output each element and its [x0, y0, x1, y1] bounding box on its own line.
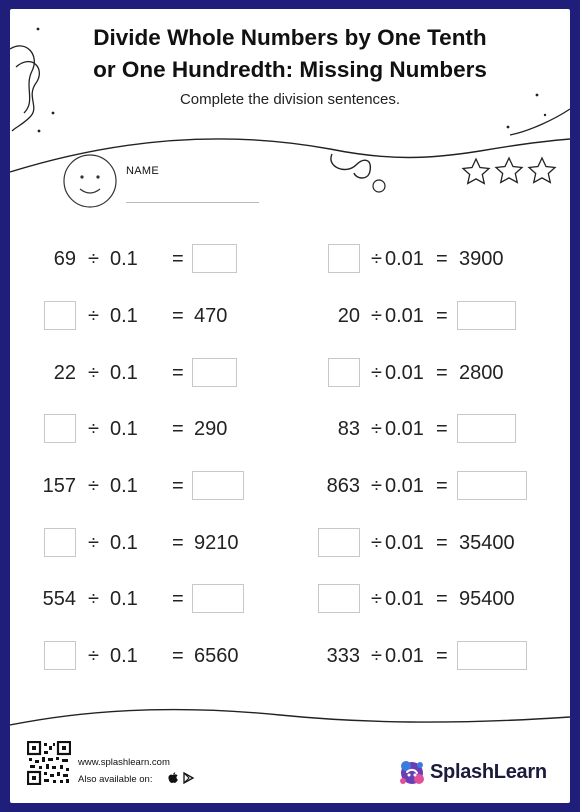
quotient: 6560	[194, 645, 239, 667]
quotient: 470	[194, 305, 228, 327]
divisor: 0.01	[385, 418, 424, 440]
sparkle-icon	[52, 112, 55, 115]
equals-sign: =	[436, 532, 448, 554]
right-problem-row	[10, 303, 570, 329]
equals-sign: =	[172, 475, 184, 497]
play-store-icon	[184, 773, 193, 783]
divisor: 0.01	[385, 305, 424, 327]
equals-sign: =	[436, 645, 448, 667]
equals-sign: =	[436, 588, 448, 610]
dividend-answer-box[interactable]	[328, 244, 360, 273]
store-icons	[168, 772, 196, 784]
splashlearn-logo-icon	[396, 757, 428, 789]
decorations	[10, 9, 570, 803]
right-problem-row	[10, 360, 570, 386]
divide-sign: ÷	[371, 362, 382, 384]
divide-sign: ÷	[88, 475, 99, 497]
bubble-decoration	[373, 180, 385, 192]
sparkle-icon	[38, 130, 41, 133]
brand-name: SplashLearn	[430, 761, 547, 783]
dividend: 333	[326, 645, 360, 667]
divide-sign: ÷	[88, 362, 99, 384]
divide-sign: ÷	[371, 588, 382, 610]
right-problem-row	[10, 643, 570, 669]
divide-sign: ÷	[88, 248, 99, 270]
divisor: 0.01	[385, 362, 424, 384]
divisor: 0.1	[110, 475, 138, 497]
equals-sign: =	[172, 418, 184, 440]
dividend-answer-box[interactable]	[328, 358, 360, 387]
dividend: 157	[42, 475, 76, 497]
equals-sign: =	[436, 362, 448, 384]
divide-sign: ÷	[371, 475, 382, 497]
divisor: 0.01	[385, 645, 424, 667]
quotient: 3900	[459, 248, 504, 270]
dividend-answer-box[interactable]	[318, 528, 360, 557]
apple-icon	[168, 772, 177, 783]
sparkle-icon	[544, 114, 546, 116]
divisor: 0.01	[385, 475, 424, 497]
divisor: 0.1	[110, 362, 138, 384]
dividend: 69	[53, 248, 76, 270]
corner-curve	[510, 109, 570, 135]
equals-sign: =	[436, 475, 448, 497]
divisor: 0.1	[110, 248, 138, 270]
instructions: Complete the division sentences.	[179, 91, 401, 108]
smiley-face-icon	[64, 155, 116, 207]
equals-sign: =	[172, 305, 184, 327]
equals-sign: =	[172, 362, 184, 384]
divisor: 0.1	[110, 418, 138, 440]
title-line-1: Divide Whole Numbers by One Tenth	[93, 25, 487, 50]
worksheet-title	[10, 22, 570, 86]
curl-decoration	[331, 154, 370, 178]
equals-sign: =	[436, 248, 448, 270]
dividend-answer-box[interactable]	[318, 584, 360, 613]
quotient: 2800	[459, 362, 504, 384]
quotient: 9210	[194, 532, 239, 554]
quotient: 290	[194, 418, 228, 440]
right-problem-row	[10, 586, 570, 612]
quotient: 35400	[459, 532, 515, 554]
qr-code-icon	[27, 741, 71, 785]
divide-sign: ÷	[88, 305, 99, 327]
divide-sign: ÷	[88, 418, 99, 440]
equals-sign: =	[172, 532, 184, 554]
divide-sign: ÷	[88, 645, 99, 667]
divide-sign: ÷	[371, 305, 382, 327]
dividend: 863	[326, 475, 360, 497]
title-line-2: or One Hundredth: Missing Numbers	[93, 57, 487, 82]
divide-sign: ÷	[88, 532, 99, 554]
equals-sign: =	[172, 248, 184, 270]
quotient: 95400	[459, 588, 515, 610]
star-rating-icons	[463, 158, 555, 184]
right-problem-row	[10, 416, 570, 442]
divisor: 0.01	[385, 588, 424, 610]
right-problem-row	[10, 246, 570, 272]
name-field[interactable]	[126, 202, 259, 203]
dividend: 554	[42, 588, 76, 610]
divide-sign: ÷	[371, 532, 382, 554]
dividend: 83	[337, 418, 360, 440]
sparkle-icon	[507, 126, 510, 129]
divisor: 0.1	[110, 645, 138, 667]
equals-sign: =	[172, 645, 184, 667]
dividend: 20	[337, 305, 360, 327]
website-link[interactable]: www.splashlearn.com	[78, 757, 170, 768]
divide-sign: ÷	[371, 418, 382, 440]
right-problem-row	[10, 473, 570, 499]
quotient-answer-box[interactable]	[457, 641, 527, 670]
name-label: NAME	[126, 165, 159, 177]
footer-wave	[10, 710, 570, 725]
divisor: 0.01	[385, 532, 424, 554]
equals-sign: =	[172, 588, 184, 610]
equals-sign: =	[436, 305, 448, 327]
dividend: 22	[53, 362, 76, 384]
divisor: 0.01	[385, 248, 424, 270]
divide-sign: ÷	[371, 248, 382, 270]
available-on-label: Also available on:	[78, 774, 153, 785]
divide-sign: ÷	[88, 588, 99, 610]
equals-sign: =	[436, 418, 448, 440]
worksheet	[10, 9, 570, 803]
divisor: 0.1	[110, 532, 138, 554]
quotient-answer-box[interactable]	[457, 414, 516, 443]
divisor: 0.1	[110, 588, 138, 610]
quotient-answer-box[interactable]	[457, 301, 516, 330]
quotient-answer-box[interactable]	[457, 471, 527, 500]
divisor: 0.1	[110, 305, 138, 327]
divide-sign: ÷	[371, 645, 382, 667]
right-problem-row	[10, 530, 570, 556]
